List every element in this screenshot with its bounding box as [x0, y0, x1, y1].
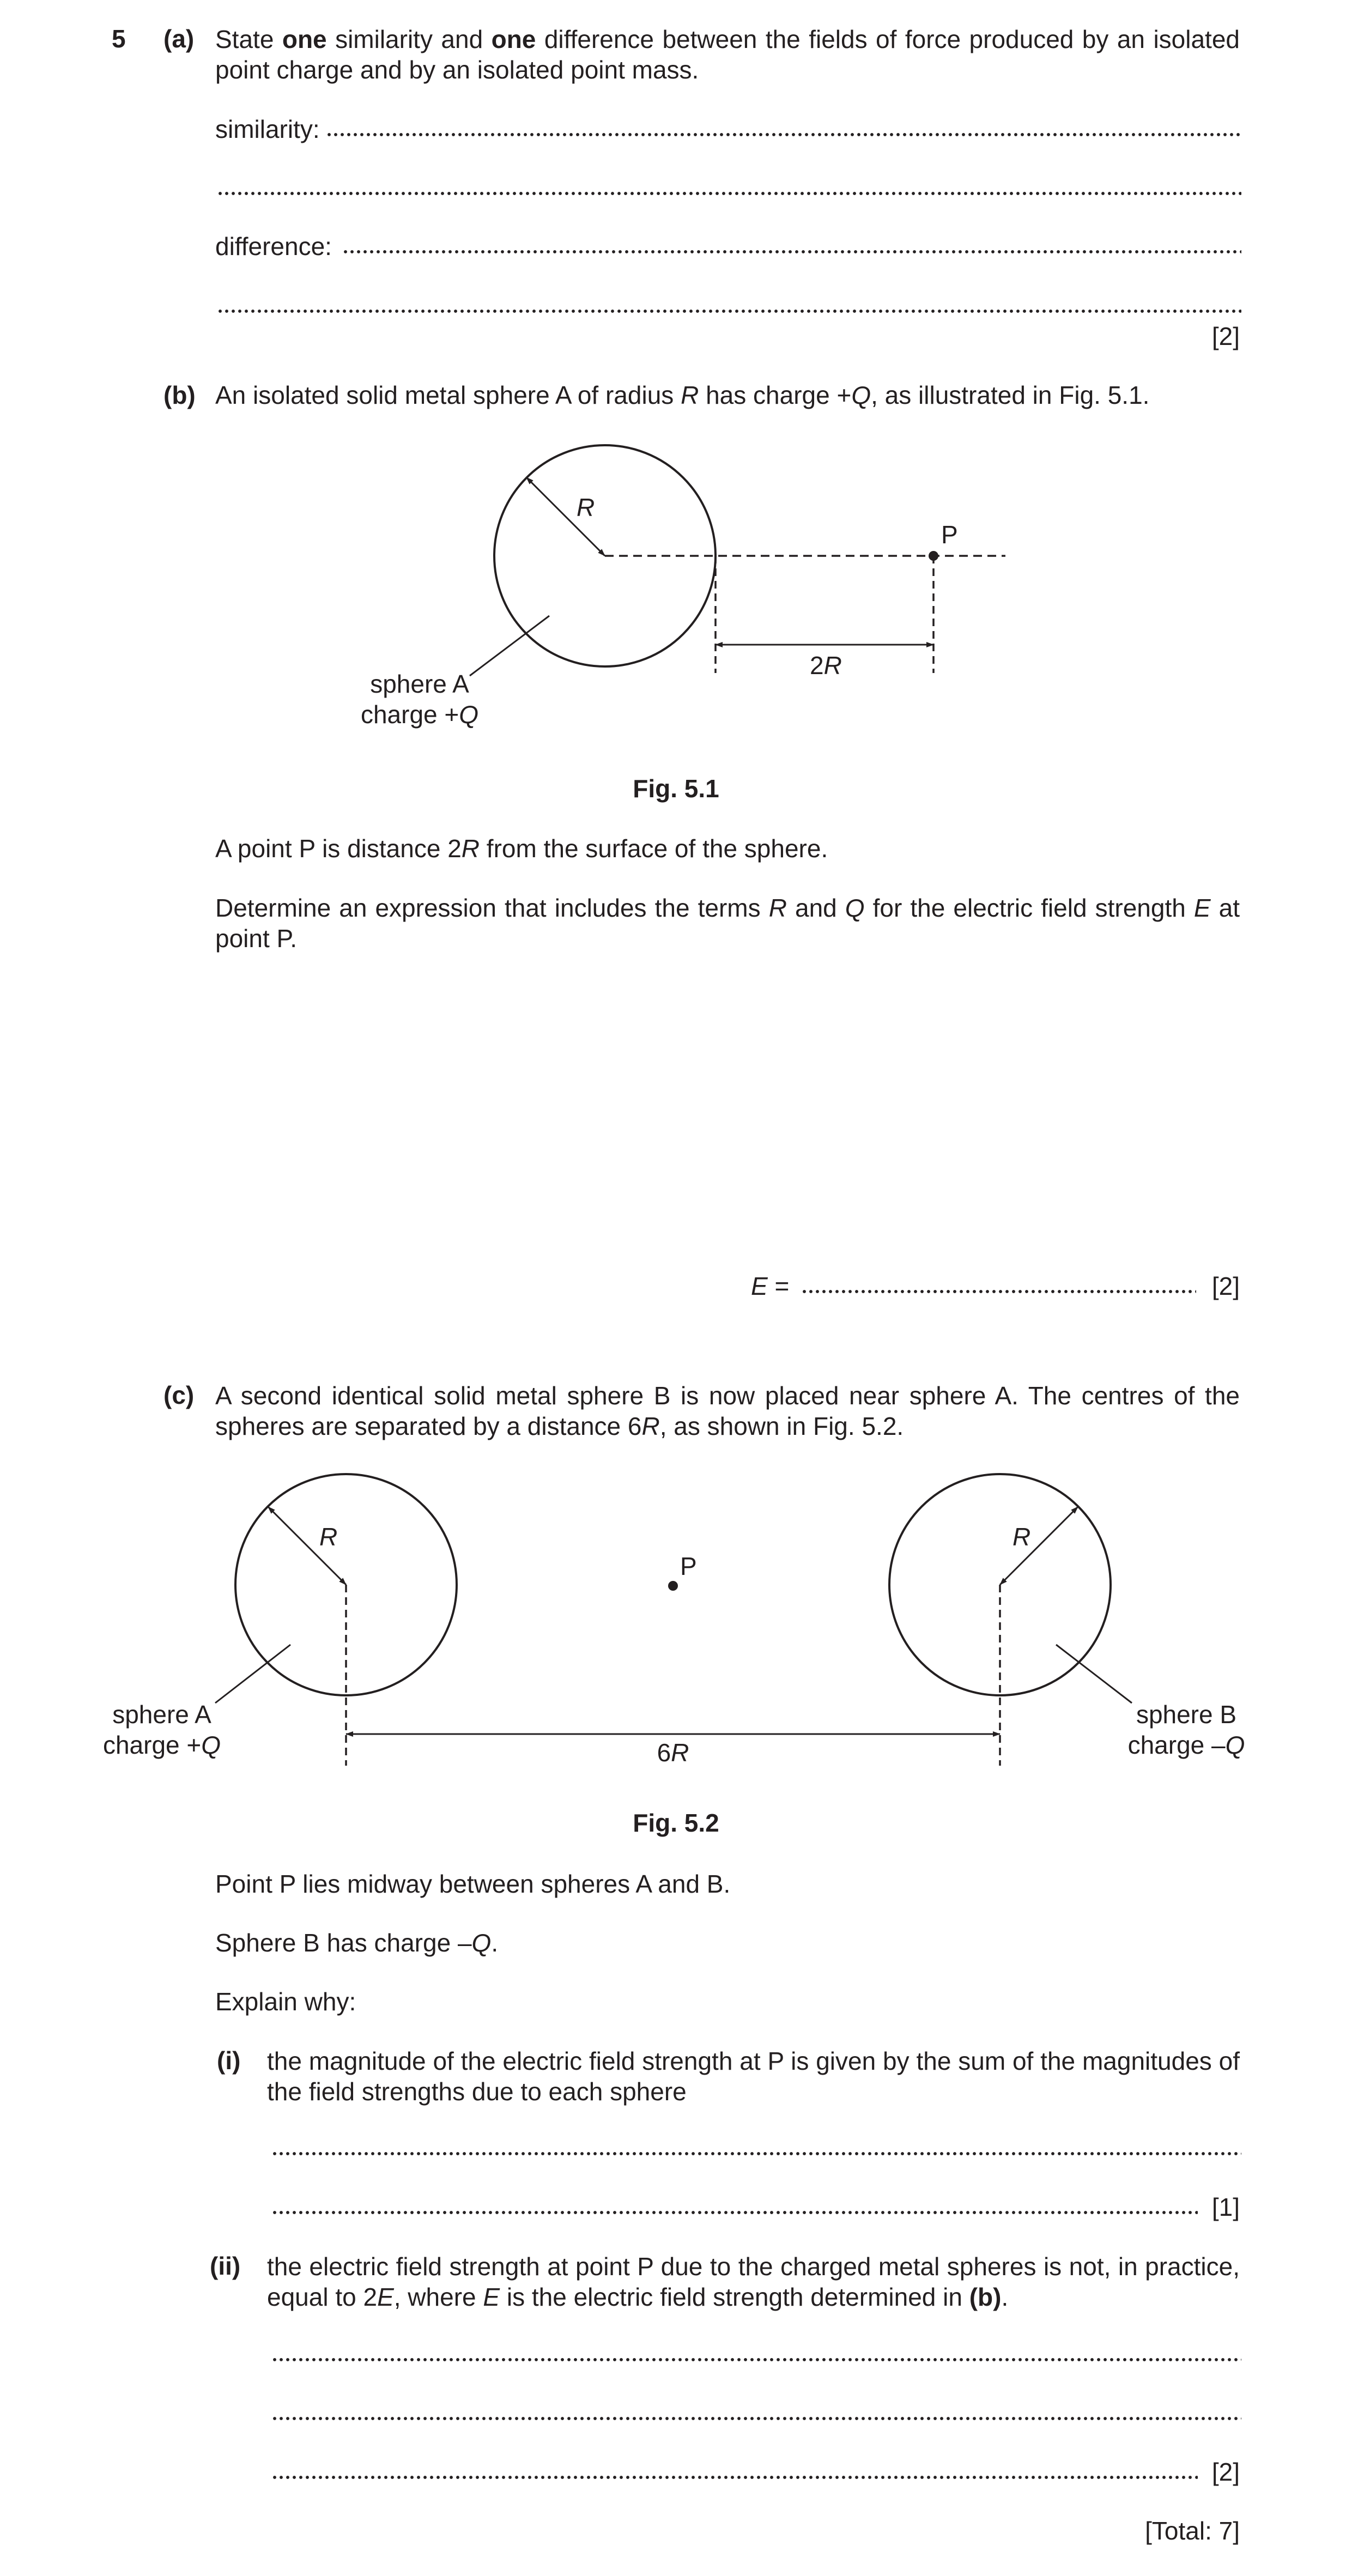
- point-p-label: P: [941, 520, 958, 549]
- variable-r: R: [768, 894, 787, 922]
- part-b-text: for the electric field strength: [864, 894, 1194, 922]
- part-c-line-1: Point P lies midway between spheres A and B.: [215, 1870, 731, 1898]
- sphere-a-charge: charge +Q: [360, 700, 479, 729]
- radius-label-a: R: [319, 1523, 338, 1551]
- variable-e: E: [483, 2283, 500, 2311]
- difference-label: difference:: [215, 232, 332, 260]
- sphere-b-leader: [1056, 1645, 1132, 1703]
- part-a-label: (a): [163, 25, 195, 53]
- part-b-text: , as illustrated in Fig. 5.1.: [871, 381, 1150, 409]
- part-a-text: difference between the fields of force produced by an isolated point charge and by an isolated point mass.: [215, 25, 1240, 84]
- sphere-a-charge: charge +Q: [102, 1731, 221, 1759]
- question-number: 5: [112, 25, 126, 53]
- fig-5-2-caption: Fig. 5.2: [633, 1809, 719, 1837]
- sub-ii-text: is the electric field strength determined in: [500, 2283, 969, 2311]
- distance-label: 2R: [810, 651, 842, 680]
- sub-ii-marks: [2]: [1211, 2458, 1240, 2486]
- part-a-bold: one: [491, 25, 536, 53]
- part-b-text: has charge +: [699, 381, 852, 409]
- part-c-label: (c): [163, 1381, 195, 1409]
- part-c-text: .: [491, 1929, 499, 1957]
- sub-i-marks: [1]: [1211, 2193, 1240, 2221]
- sphere-a-label: sphere A: [370, 670, 469, 698]
- part-b-text: An isolated solid metal sphere A of radius: [215, 381, 681, 409]
- part-c-text: Sphere B has charge –: [215, 1929, 472, 1957]
- fig-5-1-caption: Fig. 5.1: [633, 774, 719, 803]
- sub-ii-text: the electric field strength at point P due to the charged metal spheres is not, in practice, equal to 2: [267, 2252, 1240, 2311]
- sub-ii-question: [267, 2251, 1240, 2312]
- sub-ii-answer-line[interactable]: [271, 2357, 1241, 2362]
- equals-sign: =: [767, 1272, 790, 1300]
- similarity-label: similarity:: [215, 115, 320, 143]
- part-b-text: at point P.: [215, 894, 1240, 953]
- variable-r: R: [461, 834, 480, 863]
- sub-i-question: the magnitude of the electric field strength at P is given by the sum of the magnitudes of the field strengths due to each sphere: [267, 2047, 1240, 2106]
- sub-ii-text: .: [1001, 2283, 1009, 2311]
- part-a-text: similarity and: [326, 25, 492, 53]
- variable-e: E: [377, 2283, 394, 2311]
- sub-ii-text: , where: [393, 2283, 483, 2311]
- sub-i-label: (i): [217, 2046, 241, 2075]
- total-marks: [Total: 7]: [1145, 2517, 1240, 2545]
- variable-q: Q: [851, 381, 871, 409]
- distance-label: 6R: [657, 1738, 689, 1767]
- sub-ii-bold: (b): [969, 2283, 1002, 2311]
- sphere-a-label: sphere A: [112, 1700, 211, 1729]
- part-b-text: A point P is distance 2: [215, 834, 462, 863]
- sphere-b-label: sphere B: [1136, 1700, 1237, 1729]
- part-c-line-2: [215, 1928, 498, 1957]
- part-a-marks: [2]: [1211, 322, 1240, 350]
- point-p-label: P: [680, 1552, 697, 1580]
- part-b-label: (b): [163, 381, 196, 409]
- part-c-text: , as shown in Fig. 5.2.: [659, 1412, 904, 1440]
- point-p: [668, 1581, 678, 1591]
- part-b-text: Determine an expression that includes the terms: [215, 894, 769, 922]
- part-c-line-3: Explain why:: [215, 1987, 356, 2016]
- part-c-text: A second identical solid metal sphere B is now placed near sphere A. The centres of the spheres are separated by a distance 6: [215, 1381, 1240, 1440]
- sub-ii-answer-line[interactable]: [271, 2416, 1241, 2421]
- variable-e: E: [1193, 894, 1211, 922]
- sub-i-answer-line[interactable]: [271, 2210, 1198, 2215]
- variable-r: R: [641, 1412, 660, 1440]
- sub-ii-answer-line[interactable]: [271, 2475, 1198, 2480]
- part-b-text: and: [786, 894, 845, 922]
- sub-i-answer-line[interactable]: [271, 2151, 1241, 2156]
- part-a-text: State: [215, 25, 282, 53]
- variable-r: R: [681, 381, 699, 409]
- variable-q: Q: [471, 1929, 492, 1957]
- sphere-b-charge: charge –Q: [1127, 1731, 1245, 1759]
- radius-label-b: R: [1013, 1523, 1031, 1551]
- part-b-text: from the surface of the sphere.: [480, 834, 828, 863]
- part-a-bold: one: [282, 25, 327, 53]
- radius-label: R: [577, 493, 595, 522]
- sub-ii-label: (ii): [210, 2252, 241, 2280]
- radius-arrow-b: [1000, 1507, 1078, 1585]
- part-b-marks: [2]: [1211, 1272, 1240, 1300]
- variable-e: E: [751, 1272, 768, 1300]
- variable-q: Q: [845, 894, 865, 922]
